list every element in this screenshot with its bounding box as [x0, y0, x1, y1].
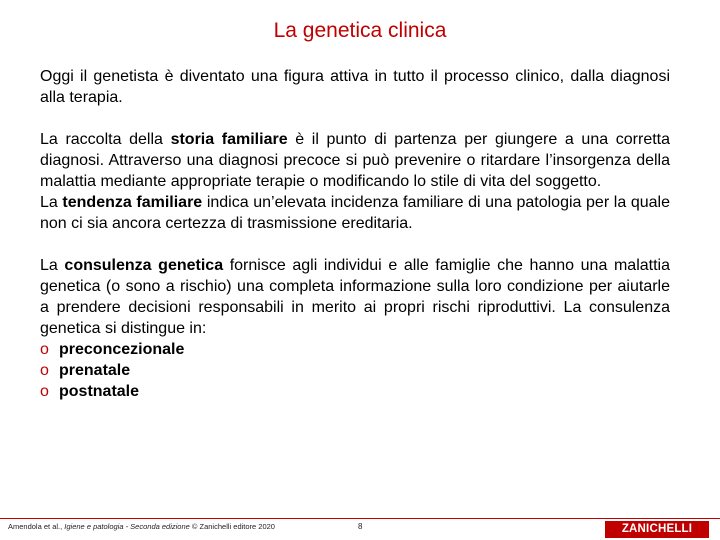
slide-title: La genetica clinica [273, 19, 447, 42]
paragraph-geneticist-role: Oggi il genetista è diventato una figura attiva in tutto il processo clinico, dalla diagnosi alla terapia. [40, 68, 670, 106]
bullet-item [40, 381, 670, 402]
bullet-text: postnatale [59, 383, 140, 400]
paragraph-genetic-counseling-intro: La [40, 257, 65, 274]
bullet-item [40, 339, 670, 360]
page-number: 8 [358, 522, 363, 531]
paragraph-family-history [40, 129, 670, 192]
paragraph-family-tendency-rest: indica un’elevata incidenza familiare di una patologia per la quale non ci sia ancora certezza di trasmissione ereditaria. [40, 194, 670, 232]
paragraph-genetic-counseling-rest: fornisce agli individui e alle famiglie che hanno una malattia genetica (o sono a rischio) una completa informazione sulla loro condizione per aiutarle a prendere decisioni responsabili in merito ai propri rischi riproduttivi. La consulenza genetica si distingue in: [40, 257, 670, 337]
paragraph-family-tendency [40, 192, 670, 234]
bullet-text: prenatale [59, 362, 131, 379]
paragraph-genetic-counseling [40, 255, 670, 339]
zanichelli-logo: ZANICHELLI [605, 521, 709, 538]
slide-body [40, 66, 670, 402]
spacer [40, 234, 670, 255]
spacer [40, 108, 670, 129]
footer-credit [8, 521, 275, 533]
term-consulenza-genetica: consulenza genetica [64, 257, 224, 274]
footer-credit-book-title: Igiene e patologia - Seconda edizione [64, 522, 190, 531]
bullet-marker-icon: o [40, 341, 49, 358]
bullet-item [40, 360, 670, 381]
bullet-marker-icon: o [40, 383, 49, 400]
bullet-marker-icon: o [40, 362, 49, 379]
paragraph-family-tendency-intro: La [40, 194, 63, 211]
paragraph-family-history-intro: La raccolta della [40, 131, 171, 148]
footer-divider [0, 518, 720, 519]
term-storia-familiare: storia familiare [170, 131, 288, 148]
term-tendenza-familiare: tendenza familiare [62, 194, 203, 211]
paragraph-family-history-rest: è il punto di partenza per giungere a una corretta diagnosi. Attraverso una diagnosi precoce si può prevenire o ritardare l’insorgenza della malattia mediante appropriate terapie o modificando lo stile di vita del soggetto. [40, 131, 671, 190]
bullet-text: preconcezionale [59, 341, 185, 358]
footer-credit-authors: Amendola et al., [8, 522, 65, 531]
footer-credit-publisher: © Zanichelli editore 2020 [189, 522, 275, 531]
